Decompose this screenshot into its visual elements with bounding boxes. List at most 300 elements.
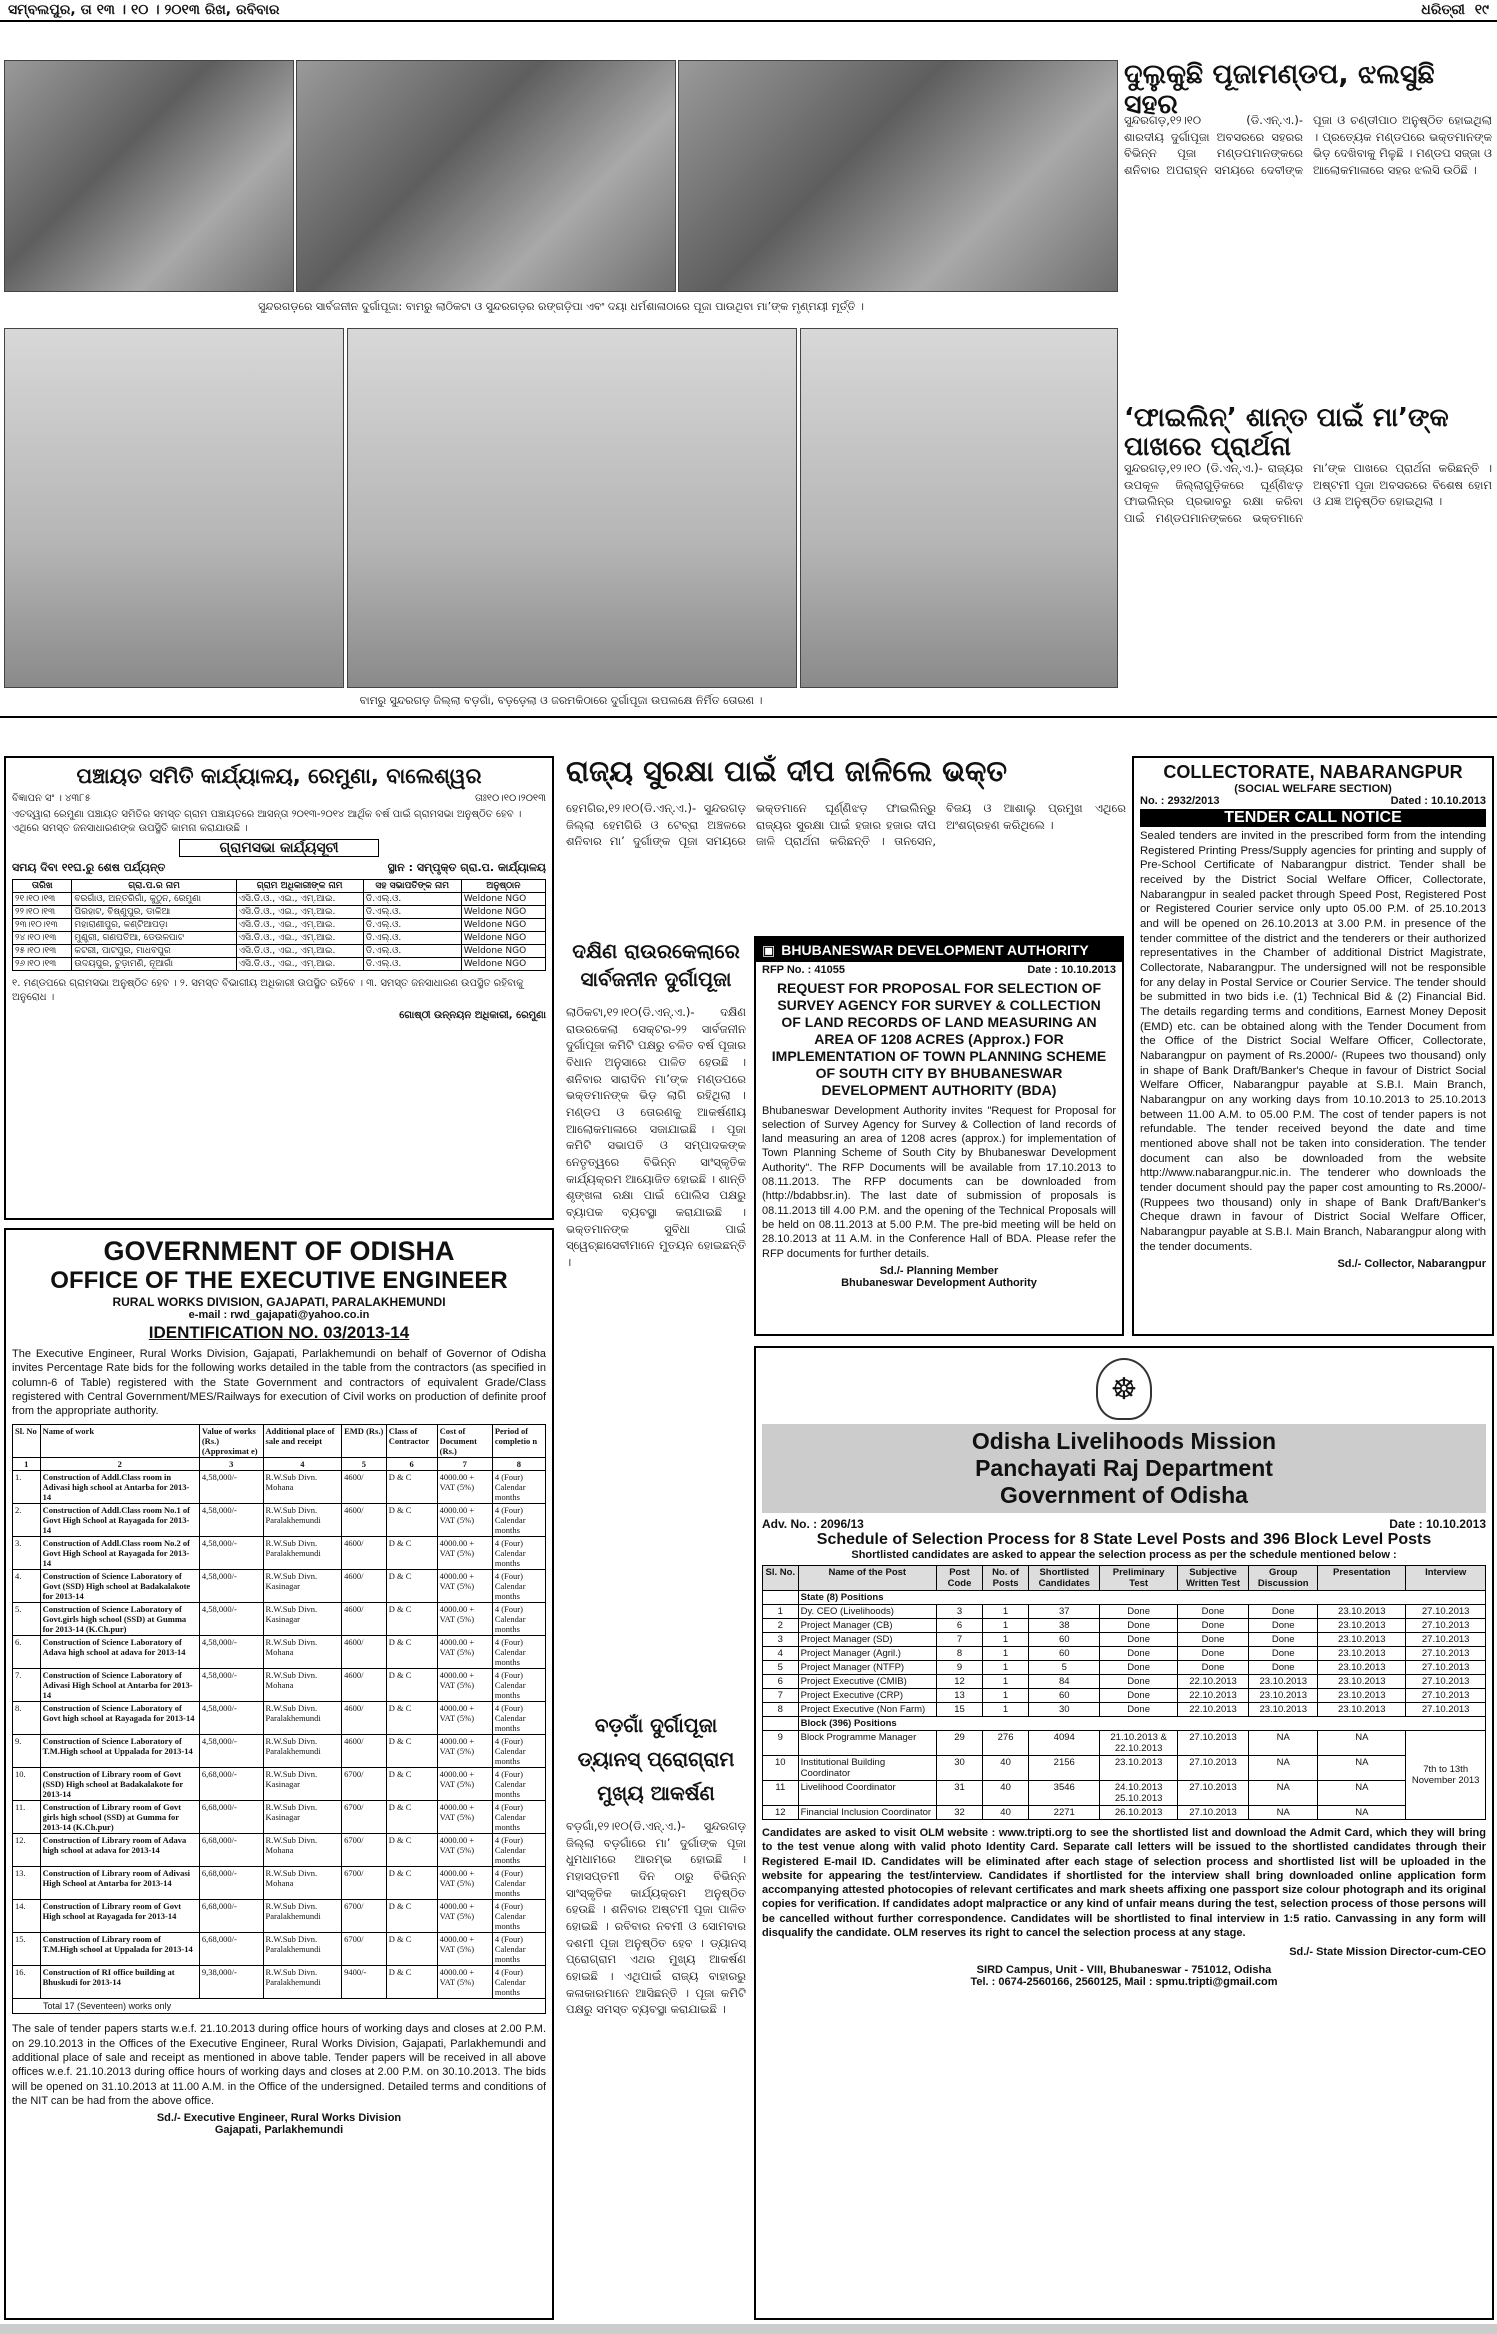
odisha-cell: 4000.00 + VAT (5%) <box>437 1702 492 1735</box>
olm-cell: Done <box>1100 1675 1178 1689</box>
odisha-division: RURAL WORKS DIVISION, GAJAPATI, PARALAKHEMUNDI <box>112 1295 446 1309</box>
odisha-cell: R.W.Sub Divn. Mohana <box>263 1834 342 1867</box>
story1-title: ଦୁଲୁକୁଛି ପୂଜାମଣ୍ଡପ, ଝଲସୁଛି ସହର <box>1124 59 1435 120</box>
panchayat-col-header: ତାରିଖ <box>13 880 72 893</box>
olm-cell: 38 <box>1029 1619 1100 1633</box>
olm-cell: Done <box>1100 1647 1178 1661</box>
odisha-cell: D & C <box>386 1834 437 1867</box>
olm-cell: 30 <box>1029 1703 1100 1717</box>
olm-cell: Project Manager (Agril.) <box>798 1647 936 1661</box>
bda-date: Date : 10.10.2013 <box>1027 964 1116 976</box>
story3-body: ହେମଗିର,୧୨।୧୦(ଡି.ଏନ୍.ଏ.)- ସୁନ୍ଦରଗଡ଼ ଜିଲ୍ଲା ହେମଗିରି ଓ ଟେବ୍ରା ଅଞ୍ଚଳରେ ଶନିବାର ମା’ ଦୁର୍ଗାଙ୍କ ପୂଜା ସମୟରେ ଭକ୍ତମାନେ ଘୂର୍ଣ୍ଣିଝଡ଼ ଫାଇଲିନ୍‌ରୁ ରାଜ୍ୟର ସୁରକ୍ଷା ପାଇଁ ହଜାର ହଜାର ଦୀପ ଜାଳି ପ୍ରାର୍ଥନା କରିଛନ୍ତି । ତାନସେନ, ବିଜୟ ଓ ଆଶାଲୁ ପ୍ରମୁଖ ଏଥିରେ ଅଂଶଗ୍ରହଣ କରିଥିଲେ । <box>566 801 1126 849</box>
odisha-cell: D & C <box>386 1867 437 1900</box>
odisha-cell: Construction of Library room of Adava high school at adava for 2013-14 <box>40 1834 199 1867</box>
odisha-row <box>13 1867 546 1900</box>
panchayat-cell: ବରଗାଁଓ, ଅନ୍ତରିଗାଁ, କୁଠୁନ, ରେମୁଣା <box>72 893 236 906</box>
olm-cell: NA <box>1318 1731 1406 1756</box>
olm-cell: 4 <box>763 1647 799 1661</box>
olm-cell: 26.10.2013 <box>1100 1806 1178 1820</box>
odisha-cell: 4000.00 + VAT (5%) <box>437 1636 492 1669</box>
olm-cell: 3546 <box>1029 1781 1100 1806</box>
odisha-cell: 4 (Four) Calendar months <box>492 1735 545 1768</box>
odisha-cell: 6700/ <box>342 1834 387 1867</box>
odisha-sign1: Sd./- Executive Engineer, Rural Works Division <box>156 2112 402 2125</box>
odisha-email: e-mail : rwd_gajapati@yahoo.co.in <box>188 1309 370 1321</box>
olm-ad <box>754 1346 1494 2320</box>
panchayat-table <box>12 879 546 971</box>
odisha-cell: Construction of Addl.Class room in Adivasi high school at Antarba for 2013-14 <box>40 1471 199 1504</box>
odisha-col-number: 4 <box>263 1458 342 1471</box>
olm-cell: 1 <box>983 1605 1029 1619</box>
odisha-cell: 4000.00 + VAT (5%) <box>437 1933 492 1966</box>
olm-cell: 23.10.2013 <box>1318 1689 1406 1703</box>
odisha-cell: 6700/ <box>342 1867 387 1900</box>
odisha-cell: 6700/ <box>342 1933 387 1966</box>
odisha-cell: 4000.00 + VAT (5%) <box>437 1504 492 1537</box>
odisha-cell: R.W.Sub Divn. Kasinagar <box>263 1768 342 1801</box>
olm-cell: 2271 <box>1029 1806 1100 1820</box>
olm-cell: 23.10.2013 <box>1249 1675 1318 1689</box>
odisha-cell: 4600/ <box>342 1603 387 1636</box>
odisha-cell: 4 (Four) Calendar months <box>492 1504 545 1537</box>
olm-cell: 23.10.2013 <box>1318 1619 1406 1633</box>
odisha-cell: 4 (Four) Calendar months <box>492 1900 545 1933</box>
odisha-cell: 6. <box>13 1636 41 1669</box>
olm-cell: 15 <box>936 1703 982 1717</box>
odisha-col-header: Additional place of sale and receipt <box>263 1425 342 1458</box>
olm-heading: Schedule of Selection Process for 8 State Level Posts and 396 Block Level Posts <box>816 1531 1432 1548</box>
olm-col-header: Group Discussion <box>1249 1566 1318 1591</box>
olm-cell: 22.10.2013 <box>1177 1689 1248 1703</box>
odisha-cell: 10. <box>13 1768 41 1801</box>
odisha-cell: R.W.Sub Divn. Paralakhemundi <box>263 1966 342 1999</box>
panchayat-ref: ବିଜ୍ଞାପନ ସଂ । ୪୩୮୫ <box>12 793 91 804</box>
masthead-date: ସମ୍ବଲପୁର, ତା ୧୩ । ୧୦ । ୨୦୧୩ ରିଖ, ରବିବାର <box>8 2 280 18</box>
panchayat-cell: ଉଦୟପୁର, ଚୁଡ଼ାମଣି, ନୂଆଗାଁ <box>72 958 236 971</box>
olm-cell: Done <box>1177 1647 1248 1661</box>
odisha-cell: 6,68,000/- <box>199 1768 263 1801</box>
olm-govt: Government of Odisha <box>1000 1482 1248 1508</box>
divider-h1 <box>0 716 1497 718</box>
story5-title3: ମୁଖ୍ୟ ଆକର୍ଷଣ <box>597 1781 715 1805</box>
olm-cell: NA <box>1318 1781 1406 1806</box>
story4-body: ଲାଠିକଟା,୧୨।୧୦(ଡି.ଏନ୍.ଏ.)- ଦକ୍ଷିଣ ରାଉରକେଲା ସେକ୍ଟର-୨୨ ସାର୍ବଜନୀନ ଦୁର୍ଗାପୂଜା କମିଟି ପକ୍ଷରୁ ଚଳିତ ବର୍ଷ ପୂଜାର ବିଧାନ ଅନୁସାରେ ପାଳିତ ହେଉଛି । ଶନିବାର ସାରାଦିନ ମା’ଙ୍କ ମଣ୍ଡପରେ ଭକ୍ତମାନଙ୍କ ଭିଡ଼ ଲାଗି ରହିଥିଲା । ମଣ୍ଡପ ଓ ତୋରଣକୁ ଆକର୍ଷଣୀୟ ଆଲୋକମାଳାରେ ସଜାଯାଇଛି । ପୂଜା କମିଟି ସଭାପତି ଓ ସମ୍ପାଦକଙ୍କ ନେତୃତ୍ୱରେ ବିଭିନ୍ନ ସାଂସ୍କୃତିକ କାର୍ଯ୍ୟକ୍ରମ ଆୟୋଜିତ ହୋଇଛି । ଶାନ୍ତି ଶୃଙ୍ଖଳା ରକ୍ଷା ପାଇଁ ପୋଲିସ ପକ୍ଷରୁ ବ୍ୟାପକ ବ୍ୟବସ୍ଥା କରାଯାଇଛି । ଭକ୍ତମାନଙ୍କ ସୁବିଧା ପାଇଁ ସ୍ୱେଚ୍ଛାସେବୀମାନେ ମୁତୟନ ହୋଇଛନ୍ତି । <box>566 1005 746 1270</box>
collectorate-body: Sealed tenders are invited in the prescribed form from the intending Registered Printing Press/Supply agencies for printing and supply of Pre-School Certificate of Nabarangpur district. Tender shall be received by the District Social Welfare Officer, Collectorate, Nabarangpur in sealed packet through Speed Post, Registered Post or Registered Courier service only upto 05.00 P.M. of 25.10.2013 and will be opened on 26.10.2013 at 3.00 P.M. in presence of the tender committee of the district and the tenderers or their authorized representatives in the Chamber of additional District Magistrate, Collectorate, Nabarangpur. The undersigned will not be responsible for any delay in Postal Service or Courier Service. The tender should be submitted in two bids i.e. (1) Technical Bid & (2) Financial Bid. The details regarding terms and conditions, Earnest Money Deposit (EMD) etc. can be obtained along with the Tender Document from the Office of the District Social Welfare Officer, Collectorate, Nabarangpur on payment of Rs.2000/- (Rupees two thousand) only in shape of Bank Draft/Banker's Cheque in favour of District Social Welfare Officer, Nabarangpur payable at S.B.I. Main Branch, Nabarangpur on any working days from 10.10.2013 to 25.10.2013 between 11.00 A.M. to 05.00 P.M. The cost of tender papers is not refundable. The tender received beyond the date and time mentioned above shall not be taken into consideration. The tender document can also be downloaded from the website http://www.nabarangpur.nic.in. The tenderer who downloads the tender document should pay the paper cost amounting to Rs.2000/- (Ruppees two thousand) only in shape of Bank Draft/Banker's Cheque drawn in favour of District Social Welfare Officer, Nabarangpur payable at S.B.I. Main Branch, Nabarangpur along with the tender documents. <box>1140 830 1486 1253</box>
odisha-cell: R.W.Sub Divn. Mohana <box>263 1471 342 1504</box>
olm-cell: Project Manager (SD) <box>798 1633 936 1647</box>
odisha-cell: 9400/- <box>342 1966 387 1999</box>
odisha-cell: 4000.00 + VAT (5%) <box>437 1768 492 1801</box>
story5-title2: ଡ୍ୟାନସ୍ ପ୍ରୋଗ୍ରାମ <box>577 1747 735 1771</box>
panchayat-cell: ମୁଣ୍ଡ୍ରୀ, ଗଣପତିଆ, ଡେଉଳପାଟ <box>72 932 236 945</box>
olm-cell: 3 <box>936 1605 982 1619</box>
odisha-cell: D & C <box>386 1900 437 1933</box>
odisha-cell: 4 (Four) Calendar months <box>492 1768 545 1801</box>
olm-cell: 2156 <box>1029 1756 1100 1781</box>
collectorate-no: No. : 2932/2013 <box>1140 795 1220 807</box>
odisha-cell: 4 (Four) Calendar months <box>492 1636 545 1669</box>
panchayat-row <box>13 945 546 958</box>
olm-cell: 1 <box>763 1605 799 1619</box>
bda-body: Bhubaneswar Development Authority invites "Request for Proposal for selection of Survey Agency for Survey & Collection of land records of land measuring an area of 1208 acres (approx.) for implementation of Town Planning Scheme of South City by Bhubaneswar Development Authority". The RFP Documents will be available from 17.10.2013 to 08.11.2013. The RFP documents can be downloaded from (http://bdabbsr.in). The last date of submission of proposals is 08.11.2013 till 4.00 P.M. and the opening of the Technical Proposals will be held on 08.11.2013 at 5.00 P.M. The pre-bid meeting will be held on 28.10.2013 at 11 A.M. in the Conference Hall of BDA. Please refer the RFP documents for further details. <box>762 1104 1116 1260</box>
panchayat-time: ସମୟ ଦିବା ୧୧ଘ.ରୁ ଶେଷ ପର୍ଯ୍ୟନ୍ତ <box>12 861 166 874</box>
odisha-cell: 4 (Four) Calendar months <box>492 1603 545 1636</box>
olm-row <box>763 1647 1486 1661</box>
olm-cell: 22.10.2013 <box>1177 1703 1248 1717</box>
olm-section-row <box>763 1591 1486 1605</box>
odisha-cell: 4,58,000/- <box>199 1504 263 1537</box>
olm-cell: 30 <box>936 1756 982 1781</box>
odisha-cell: R.W.Sub Divn. Mohana <box>263 1867 342 1900</box>
odisha-table <box>12 1424 546 1999</box>
odisha-cell: 4 (Four) Calendar months <box>492 1669 545 1702</box>
panchayat-date: ତାଃ୧୦।୧୦।୨୦୧୩ <box>474 793 546 804</box>
odisha-cell: D & C <box>386 1768 437 1801</box>
odisha-col-header: EMD (Rs.) <box>342 1425 387 1458</box>
odisha-cell: 9,38,000/- <box>199 1966 263 1999</box>
olm-cell: 27.10.2013 <box>1177 1806 1248 1820</box>
panchayat-row <box>13 919 546 932</box>
odisha-cell: 4000.00 + VAT (5%) <box>437 1570 492 1603</box>
odisha-cell: 5. <box>13 1603 41 1636</box>
olm-cell: 7 <box>763 1689 799 1703</box>
odisha-cell: 4000.00 + VAT (5%) <box>437 1471 492 1504</box>
odisha-cell: 4000.00 + VAT (5%) <box>437 1900 492 1933</box>
olm-cell: Done <box>1249 1605 1318 1619</box>
odisha-cell: R.W.Sub Divn. Paralakhemundi <box>263 1537 342 1570</box>
olm-cell: Done <box>1249 1633 1318 1647</box>
odisha-cell: Construction of Science Laboratory of Adivasi High School at Antarba for 2013-14 <box>40 1669 199 1702</box>
odisha-cell: 13. <box>13 1867 41 1900</box>
panchayat-col-header: ଅନୁଷ୍ଠାନ <box>461 880 545 893</box>
odisha-cell: D & C <box>386 1966 437 1999</box>
odisha-cell: 4000.00 + VAT (5%) <box>437 1603 492 1636</box>
olm-cell: 9 <box>763 1731 799 1756</box>
olm-cell: Block Programme Manager <box>798 1731 936 1756</box>
olm-cell: 5 <box>1029 1661 1100 1675</box>
olm-cell: 27.10.2013 <box>1406 1605 1486 1619</box>
odisha-cell: 4 (Four) Calendar months <box>492 1570 545 1603</box>
panchayat-cell: କଟରୀ, ପାଟପୁର, ମାଧବପୁର <box>72 945 236 958</box>
olm-col-header: Interview <box>1406 1566 1486 1591</box>
panchayat-ad <box>4 756 554 1220</box>
olm-row <box>763 1619 1486 1633</box>
panchayat-row <box>13 906 546 919</box>
olm-cell: 1 <box>983 1675 1029 1689</box>
odisha-cell: 6700/ <box>342 1801 387 1834</box>
panchayat-col-header: ଗ୍ରା.ପ.ର ନାମ <box>72 880 236 893</box>
odisha-cell: Construction of RI office building at Bhuskudi for 2013-14 <box>40 1966 199 1999</box>
odisha-cell: 4600/ <box>342 1570 387 1603</box>
odisha-col-header: Value of works (Rs.) (Approximat e) <box>199 1425 263 1458</box>
odisha-cell: 4600/ <box>342 1537 387 1570</box>
panchayat-cell: ଏସି.ଡି.ଓ., ଏଇ., ଏମ୍.ଆଇ. <box>236 919 363 932</box>
odisha-cell: Construction of Library room of T.M.High school at Uppalada for 2013-14 <box>40 1933 199 1966</box>
olm-row <box>763 1781 1486 1806</box>
olm-tel: Tel. : 0674-2560166, 2560125, Mail : spmu.tripti@gmail.com <box>970 1976 1278 1989</box>
olm-cell: 8 <box>936 1647 982 1661</box>
odisha-col-number: 3 <box>199 1458 263 1471</box>
panchayat-intro: ଏତଦ୍ୱାରା ରେମୁଣା ପଞ୍ଚାୟତ ସମିତିର ସମସ୍ତ ଗ୍ରାମ ପଞ୍ଚାୟତରେ ଆସନ୍ତା ୨୦୧୩-୨୦୧୪ ଆର୍ଥିକ ବର୍ଷ ପାଇଁ ଗ୍ରାମସଭା ଅନୁଷ୍ଠିତ ହେବ । ଏଥିରେ ସମସ୍ତ ଜନସାଧାରଣଙ୍କ ଉପସ୍ଥିତି କାମନା କରାଯାଉଛି । <box>12 809 522 834</box>
odisha-cell: 4,58,000/- <box>199 1471 263 1504</box>
olm-cell: Project Manager (CB) <box>798 1619 936 1633</box>
odisha-cell: 6,68,000/- <box>199 1801 263 1834</box>
odisha-col-header: Period of completio n <box>492 1425 545 1458</box>
olm-cell: 27.10.2013 <box>1406 1703 1486 1717</box>
odisha-row <box>13 1768 546 1801</box>
odisha-row <box>13 1537 546 1570</box>
olm-cell: 12 <box>763 1806 799 1820</box>
panchayat-schedule-title: ଗ୍ରାମସଭା କାର୍ଯ୍ୟସୂଚୀ <box>179 839 379 857</box>
odisha-cell: 4000.00 + VAT (5%) <box>437 1735 492 1768</box>
olm-cell: 27.10.2013 <box>1177 1756 1248 1781</box>
panchayat-cell: Weldone NGO <box>461 945 545 958</box>
odisha-cell: 4000.00 + VAT (5%) <box>437 1669 492 1702</box>
olm-cell: 6 <box>763 1675 799 1689</box>
olm-cell: 40 <box>983 1781 1029 1806</box>
olm-col-header: Shortlisted Candidates <box>1029 1566 1100 1591</box>
odisha-row <box>13 1504 546 1537</box>
odisha-total: Total 17 (Seventeen) works only <box>12 1999 546 2014</box>
olm-cell: 27.10.2013 <box>1406 1619 1486 1633</box>
olm-cell: 11 <box>763 1781 799 1806</box>
odisha-cell: 2. <box>13 1504 41 1537</box>
olm-adv-no: Adv. No. : 2096/13 <box>762 1517 864 1531</box>
olm-col-header: Post Code <box>936 1566 982 1591</box>
olm-cell: 23.10.2013 <box>1318 1661 1406 1675</box>
odisha-cell: Construction of Science Laboratory of Govt high school at Rayagada for 2013-14 <box>40 1702 199 1735</box>
odisha-cell: D & C <box>386 1702 437 1735</box>
panchayat-cell: ଡି.ଏଲ୍.ଓ. <box>363 919 461 932</box>
odisha-cell: 4,58,000/- <box>199 1537 263 1570</box>
odisha-cell: 4 (Four) Calendar months <box>492 1702 545 1735</box>
odisha-cell: R.W.Sub Divn. Paralakhemundi <box>263 1933 342 1966</box>
olm-cell: 23.10.2013 <box>1318 1633 1406 1647</box>
odisha-cell: D & C <box>386 1801 437 1834</box>
olm-section-label: Block (396) Positions <box>798 1717 1485 1731</box>
olm-col-header: No. of Posts <box>983 1566 1029 1591</box>
olm-cell: Done <box>1100 1661 1178 1675</box>
panchayat-cell: ମହାରାଣୀପୁର, କଣ୍ଟିଆପଡ଼ା <box>72 919 236 932</box>
olm-cell: 27.10.2013 <box>1406 1633 1486 1647</box>
panchayat-cell: Weldone NGO <box>461 919 545 932</box>
olm-table <box>762 1565 1486 1820</box>
photo-caption-1: ସୁନ୍ଦରଗଡ଼ରେ ସାର୍ବଜନୀନ ଦୁର୍ଗାପୂଜା: ବାମରୁ ଲାଠିକଟା ଓ ସୁନ୍ଦରଗଡ଼ର ରଙ୍ଗଡ଼ିପା ଏବଂ ଦୟା ଧର୍ମଶାଳାଠାରେ ପୂଜା ପାଉଥିବା ମା’ଙ୍କ ମୃଣ୍ମୟୀ ମୂର୍ତ୍ତି । <box>258 300 864 313</box>
olm-cell: Done <box>1249 1619 1318 1633</box>
olm-cell: 9 <box>936 1661 982 1675</box>
odisha-cell: 6700/ <box>342 1900 387 1933</box>
panchayat-cell: Weldone NGO <box>461 906 545 919</box>
odisha-cell: 4600/ <box>342 1735 387 1768</box>
odisha-cell: D & C <box>386 1537 437 1570</box>
odisha-emblem-icon: ☸ <box>1096 1358 1152 1420</box>
odisha-row <box>13 1933 546 1966</box>
odisha-cell: Construction of Science Laboratory of Adava high school at adava for 2013-14 <box>40 1636 199 1669</box>
odisha-cell: Construction of Addl.Class room No.2 of Govt High School at Rayagada for 2013-14 <box>40 1537 199 1570</box>
panchayat-cell: ଡି.ଏଲ୍.ଓ. <box>363 958 461 971</box>
odisha-cell: R.W.Sub Divn. Paralakhemundi <box>263 1900 342 1933</box>
olm-cell: 10 <box>763 1756 799 1781</box>
odisha-cell: R.W.Sub Divn. Mohana <box>263 1669 342 1702</box>
olm-cell: NA <box>1318 1756 1406 1781</box>
photo-gate-1 <box>4 328 344 688</box>
olm-cell: 27.10.2013 <box>1406 1661 1486 1675</box>
olm-sub: Shortlisted candidates are asked to appear the selection process as per the schedule mentioned below : <box>851 1549 1397 1561</box>
olm-col-header: Presentation <box>1318 1566 1406 1591</box>
panchayat-cell: ୨୫।୧୦।୧୩ <box>13 945 72 958</box>
olm-cell: Done <box>1100 1689 1178 1703</box>
panchayat-row <box>13 958 546 971</box>
olm-cell: Done <box>1100 1633 1178 1647</box>
panchayat-place: ସ୍ଥାନ : ସମ୍ପୃକ୍ତ ଗ୍ରା.ପ. କାର୍ଯ୍ୟାଳୟ <box>387 861 546 874</box>
olm-cell: 27.10.2013 <box>1406 1647 1486 1661</box>
panchayat-cell: ଡି.ଏଲ୍.ଓ. <box>363 893 461 906</box>
olm-body: Candidates are asked to visit OLM website : www.tripti.org to see the shortlisted list and download the Admit Card, which they will bring to the test venue along with valid photo Identity Card. Separate call letters will be issued to the shortlisted candidates through their Registered E-mail ID. Candidates will be eliminated after each stage of selection process and shortlisted list will be uploaded in the website for appearing the test/interview. Candidates if shortlisted for the interview shall bring downloaded online application form accompanying attested photocopies of relevant certificates and mark sheets affixing one passport size colour photograph and its original copies for verification. If candidates adopt malpractice or any kind of unfair means during the test, selection process of those persons will be cancelled without further correspondence. Candidates will be shortlisted to final interview in 1:5 ratio. Canvassing in any form will disqualify the candidate. OLM reserves its right to cancel the selection process at any stage. <box>762 1827 1486 1940</box>
olm-cell: 8 <box>763 1703 799 1717</box>
odisha-cell: 6,68,000/- <box>199 1834 263 1867</box>
odisha-row <box>13 1834 546 1867</box>
story2-body: ସୁନ୍ଦରଗଡ଼,୧୨।୧୦ (ଡି.ଏନ୍.ଏ.)- ରାଜ୍ୟର ଉପକୂଳ ଜିଲ୍ଲାଗୁଡ଼ିକରେ ଘୂର୍ଣ୍ଣିଝଡ଼ ଫାଇଲିନ୍‌ର ପ୍ରଭାବରୁ ରକ୍ଷା କରିବା ପାଇଁ ମଣ୍ଡପମାନଙ୍କରେ ଭକ୍ତମାନେ ମା’ଙ୍କ ପାଖରେ ପ୍ରାର୍ଥନା କରିଛନ୍ତି । ଅଷ୍ଟମୀ ପୂଜା ଅବସରରେ ବିଶେଷ ହୋମ ଓ ଯଜ୍ଞ ଅନୁଷ୍ଠିତ ହୋଇଥିଲା । <box>1124 461 1492 526</box>
olm-cell: Project Executive (CRP) <box>798 1689 936 1703</box>
olm-row <box>763 1703 1486 1717</box>
odisha-cell: 4,58,000/- <box>199 1702 263 1735</box>
olm-row <box>763 1756 1486 1781</box>
story3-title: ରାଜ୍ୟ ସୁରକ୍ଷା ପାଇଁ ଦୀପ ଜାଳିଲେ ଭକ୍ତ <box>566 754 1008 788</box>
panchayat-cell: ୨୧।୧୦।୧୩ <box>13 893 72 906</box>
olm-cell: 1 <box>983 1689 1029 1703</box>
odisha-col-header: Cost of Document (Rs.) <box>437 1425 492 1458</box>
odisha-tender-ad <box>4 1228 554 2320</box>
photo-gate-2 <box>347 328 797 688</box>
odisha-cell: 4000.00 + VAT (5%) <box>437 1867 492 1900</box>
odisha-cell: R.W.Sub Divn. Mohana <box>263 1636 342 1669</box>
panchayat-cell: Weldone NGO <box>461 932 545 945</box>
panchayat-col-header: ଗ୍ରାମ ଅଧିକାରୀଙ୍କ ନାମ <box>236 880 363 893</box>
odisha-col-number: 7 <box>437 1458 492 1471</box>
panchayat-notes: ୧. ମଣ୍ଡପରେ ଗ୍ରାମସଭା ଅନୁଷ୍ଠିତ ହେବ । ୨. ସମସ୍ତ ବିଭାଗୀୟ ଅଧିକାରୀ ଉପସ୍ଥିତ ରହିବେ । ୩. ସମସ୍ତ ଜନସାଧାରଣ ଉପସ୍ଥିତ ରହିବାକୁ ଅନୁରୋଧ । <box>12 978 524 1003</box>
olm-cell: 27.10.2013 <box>1406 1675 1486 1689</box>
story5-title1: ବଡ଼ଗାଁ ଦୁର୍ଗାପୂଜା <box>594 1713 718 1737</box>
odisha-row <box>13 1966 546 1999</box>
odisha-cell: D & C <box>386 1669 437 1702</box>
odisha-cell: R.W.Sub Divn. Kasinagar <box>263 1801 342 1834</box>
story2-title: ‘ଫାଇଲିନ୍’ ଶାନ୍ତ ପାଇଁ ମା’ଙ୍କ ପାଖରେ ପ୍ରାର୍ଥନା <box>1124 403 1449 462</box>
olm-row <box>763 1633 1486 1647</box>
olm-cell: 12 <box>936 1675 982 1689</box>
olm-cell: Dy. CEO (Livelihoods) <box>798 1605 936 1619</box>
olm-cell: Done <box>1249 1661 1318 1675</box>
odisha-cell: 4 (Four) Calendar months <box>492 1801 545 1834</box>
panchayat-sign: ଗୋଷ୍ଠୀ ଉନ୍ନୟନ ଅଧିକାରୀ, ରେମୁଣା <box>399 1010 546 1021</box>
olm-sign: Sd./- State Mission Director-cum-CEO <box>1289 1946 1486 1959</box>
panchayat-cell: ୨୨।୧୦।୧୩ <box>13 906 72 919</box>
olm-col-header: Subjective Written Test <box>1177 1566 1248 1591</box>
olm-cell: Financial Inclusion Coordinator <box>798 1806 936 1820</box>
olm-section-row <box>763 1717 1486 1731</box>
collectorate-notice: TENDER CALL NOTICE <box>1140 809 1486 827</box>
olm-row <box>763 1689 1486 1703</box>
paper-name: ଧରିତ୍ରୀ <box>1421 2 1465 18</box>
olm-cell: Livelihood Coordinator <box>798 1781 936 1806</box>
olm-cell: 4094 <box>1029 1731 1100 1756</box>
panchayat-cell: ଡି.ଏଲ୍.ଓ. <box>363 932 461 945</box>
panchayat-title: ପଞ୍ଚାୟତ ସମିତି କାର୍ଯ୍ୟାଳୟ, ରେମୁଣା, ବାଲେଶ୍ୱର <box>76 764 482 788</box>
odisha-col-number: 6 <box>386 1458 437 1471</box>
odisha-cell: R.W.Sub Divn. Kasinagar <box>263 1570 342 1603</box>
collectorate-section: (SOCIAL WELFARE SECTION) <box>1234 783 1392 795</box>
odisha-office: OFFICE OF THE EXECUTIVE ENGINEER <box>50 1267 508 1294</box>
olm-cell: 7 <box>936 1633 982 1647</box>
odisha-row <box>13 1636 546 1669</box>
olm-title: Odisha Livelihoods Mission <box>971 1428 1277 1454</box>
odisha-cell: R.W.Sub Divn. Kasinagar <box>263 1603 342 1636</box>
collectorate-sign: Sd./- Collector, Nabarangpur <box>1337 1258 1486 1271</box>
odisha-cell: 4,58,000/- <box>199 1603 263 1636</box>
panchayat-cell: ଏସି.ଡି.ଓ., ଏଇ., ଏମ୍.ଆଇ. <box>236 945 363 958</box>
odisha-cell: 4,58,000/- <box>199 1735 263 1768</box>
odisha-col-header: Name of work <box>40 1425 199 1458</box>
olm-cell: 22.10.2013 <box>1177 1675 1248 1689</box>
odisha-cell: D & C <box>386 1636 437 1669</box>
odisha-cell: 3. <box>13 1537 41 1570</box>
olm-cell: 6 <box>936 1619 982 1633</box>
olm-cell: 23.10.2013 <box>1318 1605 1406 1619</box>
story1-body: ସୁନ୍ଦରଗଡ଼,୧୨।୧୦ (ଡି.ଏନ୍.ଏ.)- ଶାରଦୀୟ ଦୁର୍ଗାପୂଜା ଅବସରରେ ସହରର ବିଭିନ୍ନ ପୂଜା ମଣ୍ଡପମାନଙ୍କରେ ଶନିବାର ଅପରାହ୍ନ ସମୟରେ ଦେବୀଙ୍କ ପୂଜା ଓ ଚଣ୍ଡୀପାଠ ଅନୁଷ୍ଠିତ ହୋଇଥିଲା । ପ୍ରତ୍ୟେକ ମଣ୍ଡପରେ ଭକ୍ତମାନଙ୍କ ଭିଡ଼ ଦେଖିବାକୁ ମିଳୁଛି । ମଣ୍ଡପ ସଜ୍ଜା ଓ ଆଲୋକମାଳାରେ ସହର ଝଲସି ଉଠିଛି । <box>1124 113 1492 178</box>
odisha-cell: 9. <box>13 1735 41 1768</box>
olm-cell: 60 <box>1029 1633 1100 1647</box>
odisha-cell: 6,68,000/- <box>199 1900 263 1933</box>
olm-cell: Done <box>1177 1619 1248 1633</box>
panchayat-cell: ଏସି.ଡି.ଓ., ଏଇ., ଏମ୍.ଆଇ. <box>236 906 363 919</box>
page-bottom-strip <box>0 2324 1497 2334</box>
odisha-ident: IDENTIFICATION NO. 03/2013-14 <box>148 1323 410 1342</box>
panchayat-cell: ୨୩।୧୦।୧୩ <box>13 919 72 932</box>
photo-durga-1 <box>4 60 294 292</box>
odisha-cell: 4600/ <box>342 1504 387 1537</box>
panchayat-cell: Weldone NGO <box>461 958 545 971</box>
olm-cell: 32 <box>936 1806 982 1820</box>
odisha-cell: D & C <box>386 1471 437 1504</box>
odisha-cell: Construction of Science Laboratory of Govt (SSD) High school at Badakalakote for 2013-14 <box>40 1570 199 1603</box>
olm-section-label: State (8) Positions <box>798 1591 1485 1605</box>
odisha-cell: 4600/ <box>342 1669 387 1702</box>
olm-cell: 27.10.2013 <box>1406 1689 1486 1703</box>
olm-cell: Done <box>1177 1661 1248 1675</box>
odisha-cell: Construction of Science Laboratory of T.M.High school at Uppalada for 2013-14 <box>40 1735 199 1768</box>
photo-durga-3 <box>678 60 1118 292</box>
olm-cell: 1 <box>983 1661 1029 1675</box>
panchayat-cell: ପିରହାଟ, ବିଷ୍ଣୁପୁର, ଡାକିଆ <box>72 906 236 919</box>
odisha-cell: 8. <box>13 1702 41 1735</box>
odisha-cell: 4000.00 + VAT (5%) <box>437 1966 492 1999</box>
odisha-cell: Construction of Library room of Govt girls high school (SSD) at Gumma for 2013-14 (K.Ch.pur) <box>40 1801 199 1834</box>
olm-row <box>763 1731 1486 1756</box>
photo-durga-2 <box>296 60 676 292</box>
odisha-cell: D & C <box>386 1933 437 1966</box>
odisha-col-number: 1 <box>13 1458 41 1471</box>
odisha-cell: 4,58,000/- <box>199 1669 263 1702</box>
olm-cell: NA <box>1249 1806 1318 1820</box>
olm-row <box>763 1605 1486 1619</box>
olm-cell: 23.10.2013 <box>1100 1756 1178 1781</box>
odisha-col-header: Class of Contractor <box>386 1425 437 1458</box>
story4-title2: ସାର୍ବଜନୀନ ଦୁର୍ଗାପୂଜା <box>580 967 732 991</box>
olm-cell: 27.10.2013 <box>1177 1781 1248 1806</box>
odisha-cell: 6,68,000/- <box>199 1933 263 1966</box>
bda-sign2: Bhubaneswar Development Authority <box>841 1276 1037 1289</box>
olm-cell: 40 <box>983 1756 1029 1781</box>
olm-cell: 37 <box>1029 1605 1100 1619</box>
